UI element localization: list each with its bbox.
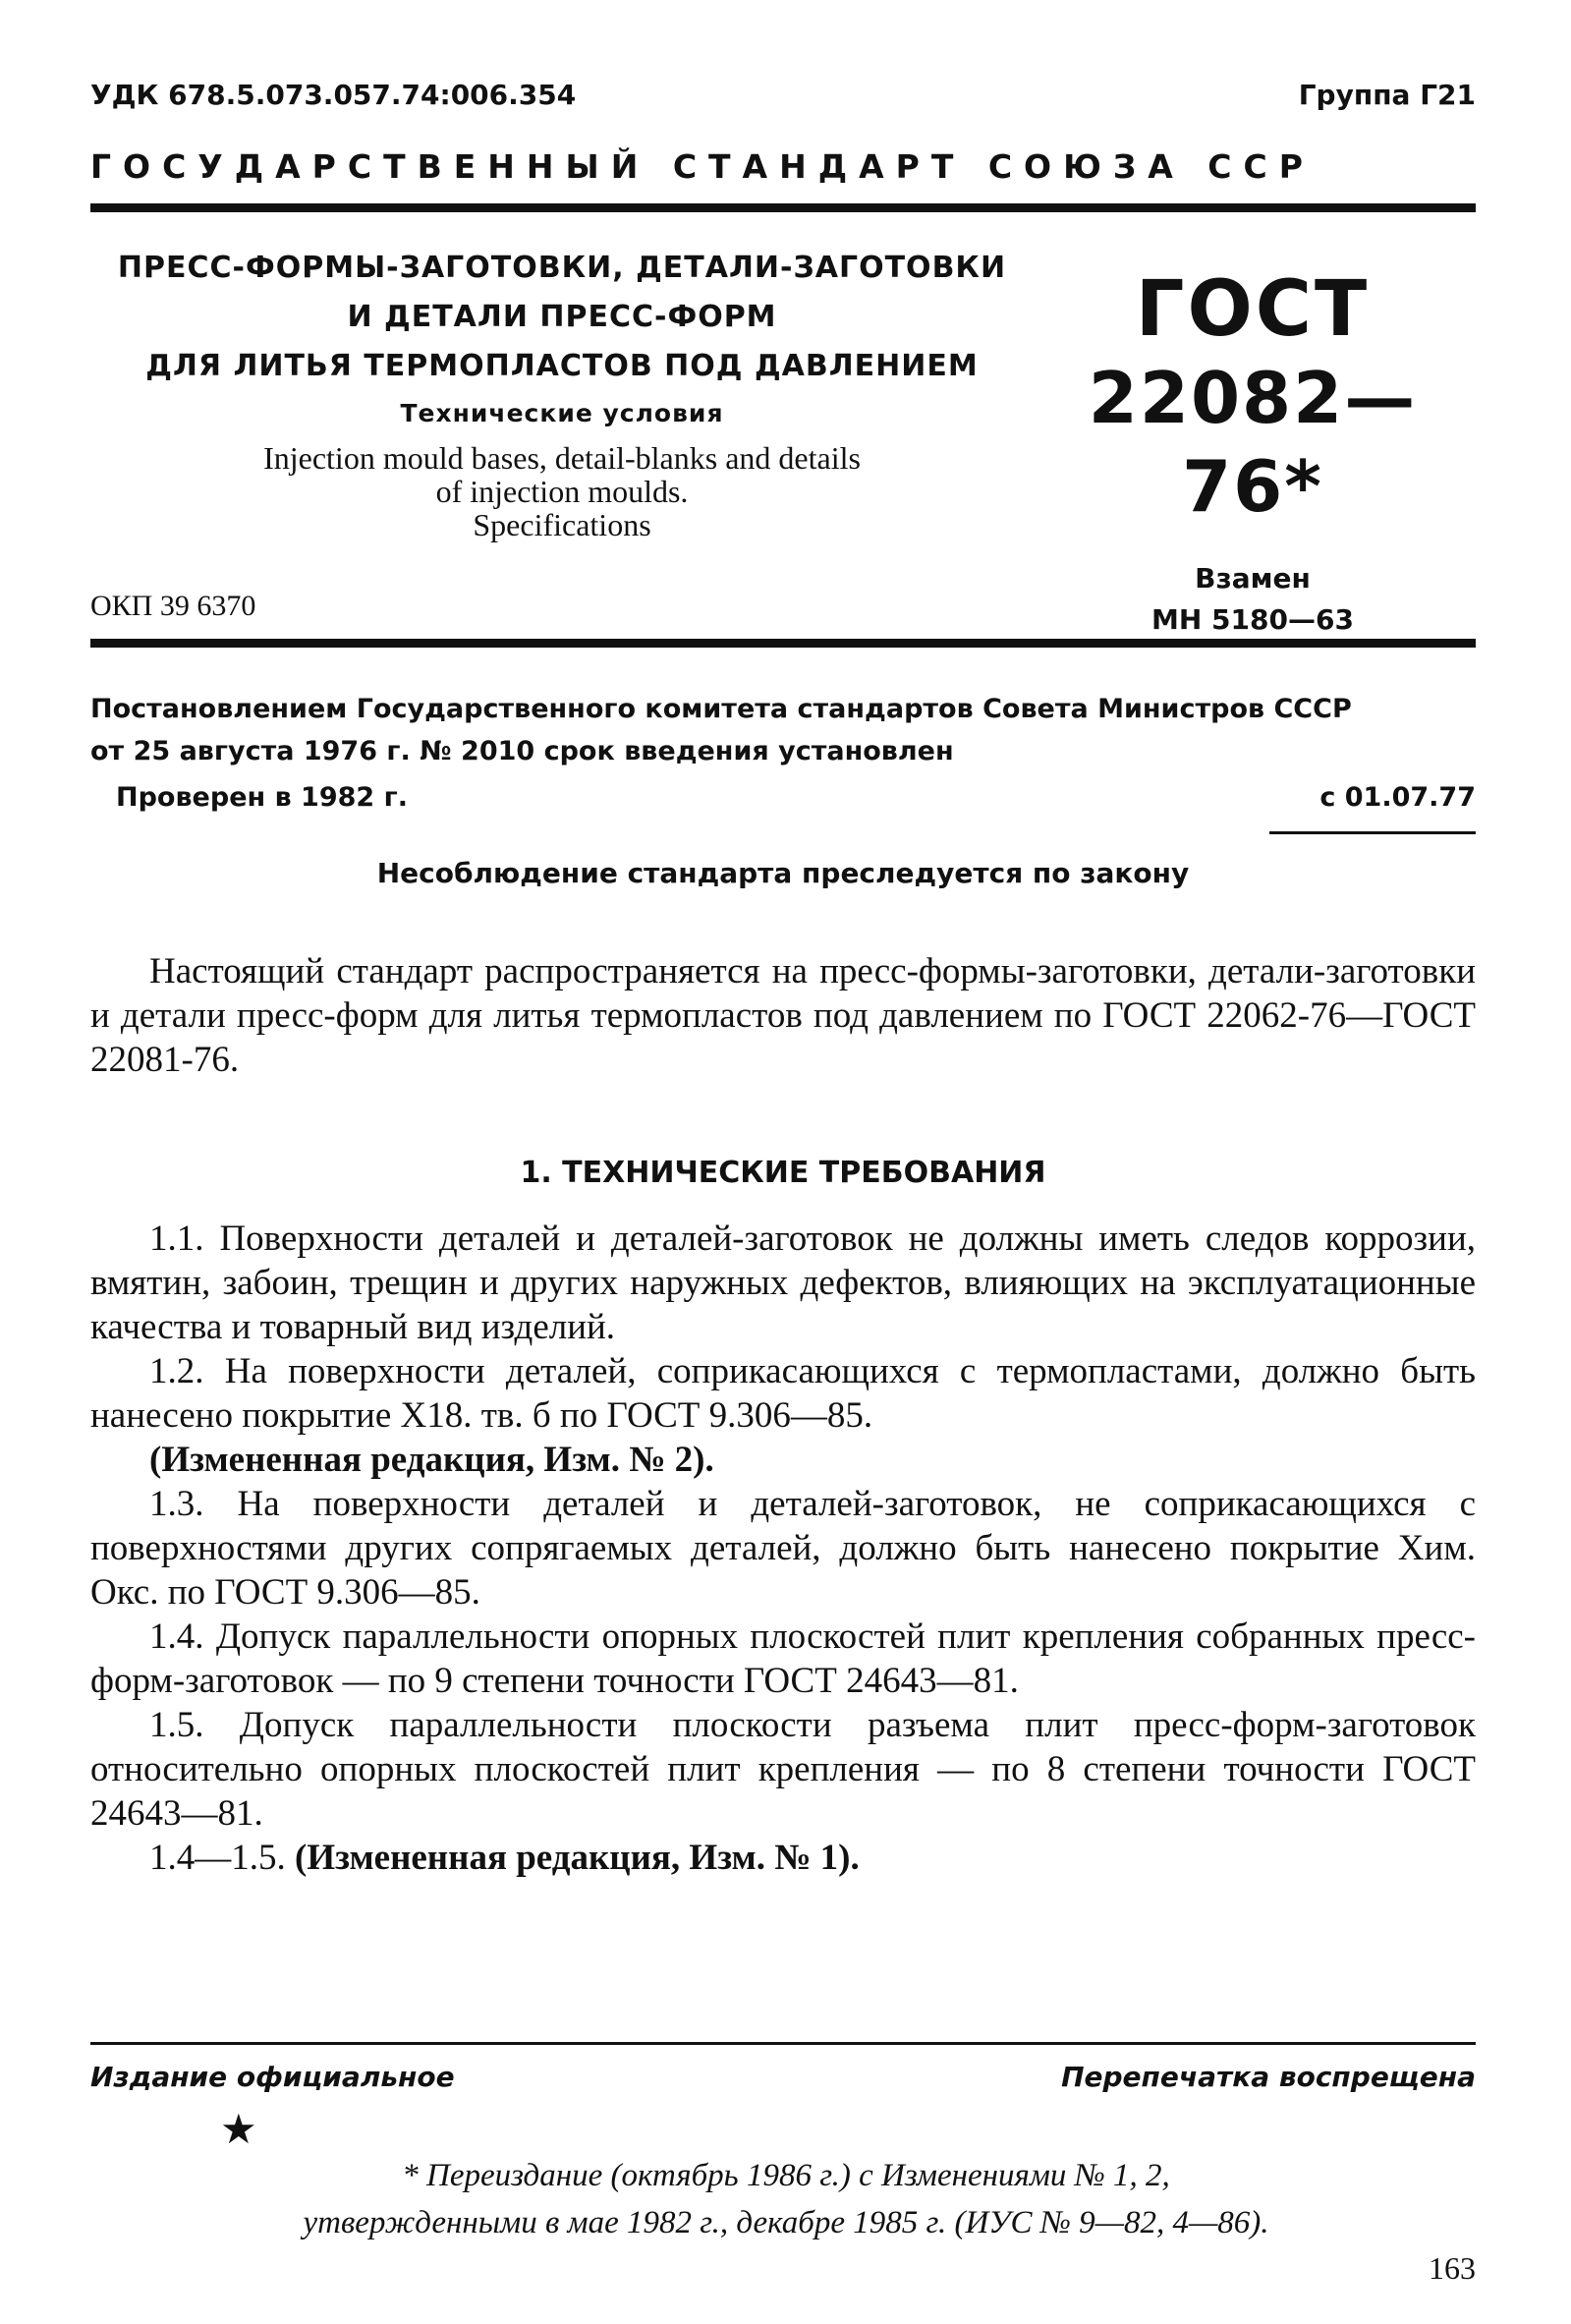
- paragraph-1-5: 1.5. Допуск параллельности плоскости разъема плит пресс-форм-заготовок относительно опорных плоскостей плит крепления — по 8 степени точности ГОСТ 24643—81.: [90, 1705, 1476, 1834]
- paragraph-1-2-amendment: (Измененная редакция, Изм. № 2).: [149, 1440, 714, 1480]
- decree: [90, 688, 1476, 772]
- state-standard-heading: ГОСУДАРСТВЕННЫЙ СТАНДАРТ СОЮЗА ССР: [90, 147, 1315, 186]
- title-line-2: И ДЕТАЛИ ПРЕСС-ФОРМ: [347, 300, 777, 334]
- section-title: 1. ТЕХНИЧЕСКИЕ ТРЕБОВАНИЯ: [520, 1156, 1046, 1190]
- replaces-value: МН 5180—63: [1151, 603, 1354, 636]
- official-edition: Издание официальное: [90, 2061, 455, 2093]
- decree-line-1: Постановлением Государственного комитета стандартов Совета Министров СССР: [90, 694, 1352, 724]
- title-english: [90, 441, 1034, 541]
- footer-rule: [90, 2042, 1476, 2045]
- checked-year: Проверен в 1982 г.: [116, 782, 408, 813]
- udk-code: УДК 678.5.073.057.74:006.354: [90, 79, 577, 111]
- reprint-prohibited: Перепечатка воспрещена: [1061, 2061, 1476, 2093]
- gost-number: 22082—76*: [1088, 357, 1418, 528]
- title-line-1: ПРЕСС-ФОРМЫ-ЗАГОТОВКИ, ДЕТАЛИ-ЗАГОТОВКИ: [117, 251, 1007, 285]
- replaces-block: [1041, 558, 1464, 641]
- title-english-line-3: Specifications: [473, 507, 651, 542]
- paragraph-1-4: 1.4. Допуск параллельности опорных плоскостей плит крепления собранных пресс-форм-заготовок — по 9 степени точности ГОСТ 24643—81.: [90, 1616, 1476, 1701]
- title-english-line-2: of injection moulds.: [435, 474, 689, 509]
- title-english-line-1: Injection mould bases, detail-blanks and details: [263, 440, 861, 476]
- okp-code: ОКП 39 6370: [90, 590, 256, 622]
- title-line-3: ДЛЯ ЛИТЬЯ ТЕРМОПЛАСТОВ ПОД ДАВЛЕНИЕМ: [145, 349, 979, 383]
- gost-block: [1041, 265, 1464, 641]
- paragraph-1-1: 1.1. Поверхности деталей и деталей-заготовок не должны иметь следов коррозии, вмятин, забоин, трещин и других наружных дефектов, влияющих на эксплуатационные качества и товарный вид изделий.: [90, 1219, 1476, 1347]
- gost-label: ГОСТ: [1135, 265, 1371, 354]
- date-underline: [1269, 831, 1476, 834]
- legal-warning: Несоблюдение стандарта преследуется по закону: [376, 857, 1190, 889]
- replaces-label: Взамен: [1195, 562, 1311, 595]
- section-body: [90, 1217, 1476, 1880]
- header-rule: [90, 203, 1476, 212]
- paragraph-1-3: 1.3. На поверхности деталей и деталей-заготовок, не соприкасающихся с поверхностями других сопрягаемых деталей, должно быть нанесено покрытие Хим. Окс. по ГОСТ 9.306—85.: [90, 1484, 1476, 1613]
- amendment-prefix: 1.4—1.5.: [149, 1838, 286, 1878]
- title-block: [90, 244, 1034, 541]
- page-number: 163: [1429, 2250, 1476, 2286]
- paragraph-1-4-1-5-amendment: [90, 1836, 1476, 1880]
- reprint-note-line-1: * Переиздание (октябрь 1986 г.) с Изменениями № 1, 2,: [402, 2158, 1170, 2193]
- amendment-note: (Измененная редакция, Изм. № 1).: [295, 1838, 860, 1878]
- star-icon: ★: [220, 2108, 257, 2153]
- subtitle-ru: Технические условия: [400, 399, 724, 427]
- intro-paragraph: Настоящий стандарт распространяется на пресс-формы-заготовки, детали-заготовки и детали пресс-форм для литья термопластов под давлением по ГОСТ 22062-76—ГОСТ 22081-76.: [90, 951, 1476, 1080]
- group-code: Группа Г21: [1298, 79, 1476, 111]
- decree-line-2: от 25 августа 1976 г. № 2010 срок введения установлен: [90, 736, 954, 766]
- reprint-note-line-2: утвержденными в мае 1982 г., декабре 1985 г. (ИУС № 9—82, 4—86).: [303, 2205, 1269, 2240]
- introduction-date: с 01.07.77: [1319, 782, 1476, 813]
- paragraph-1-2: 1.2. На поверхности деталей, соприкасающихся с термопластами, должно быть нанесено покрытие Х18. тв. б по ГОСТ 9.306—85.: [90, 1351, 1476, 1436]
- reprint-note: [167, 2152, 1405, 2246]
- title-rule: [90, 639, 1476, 648]
